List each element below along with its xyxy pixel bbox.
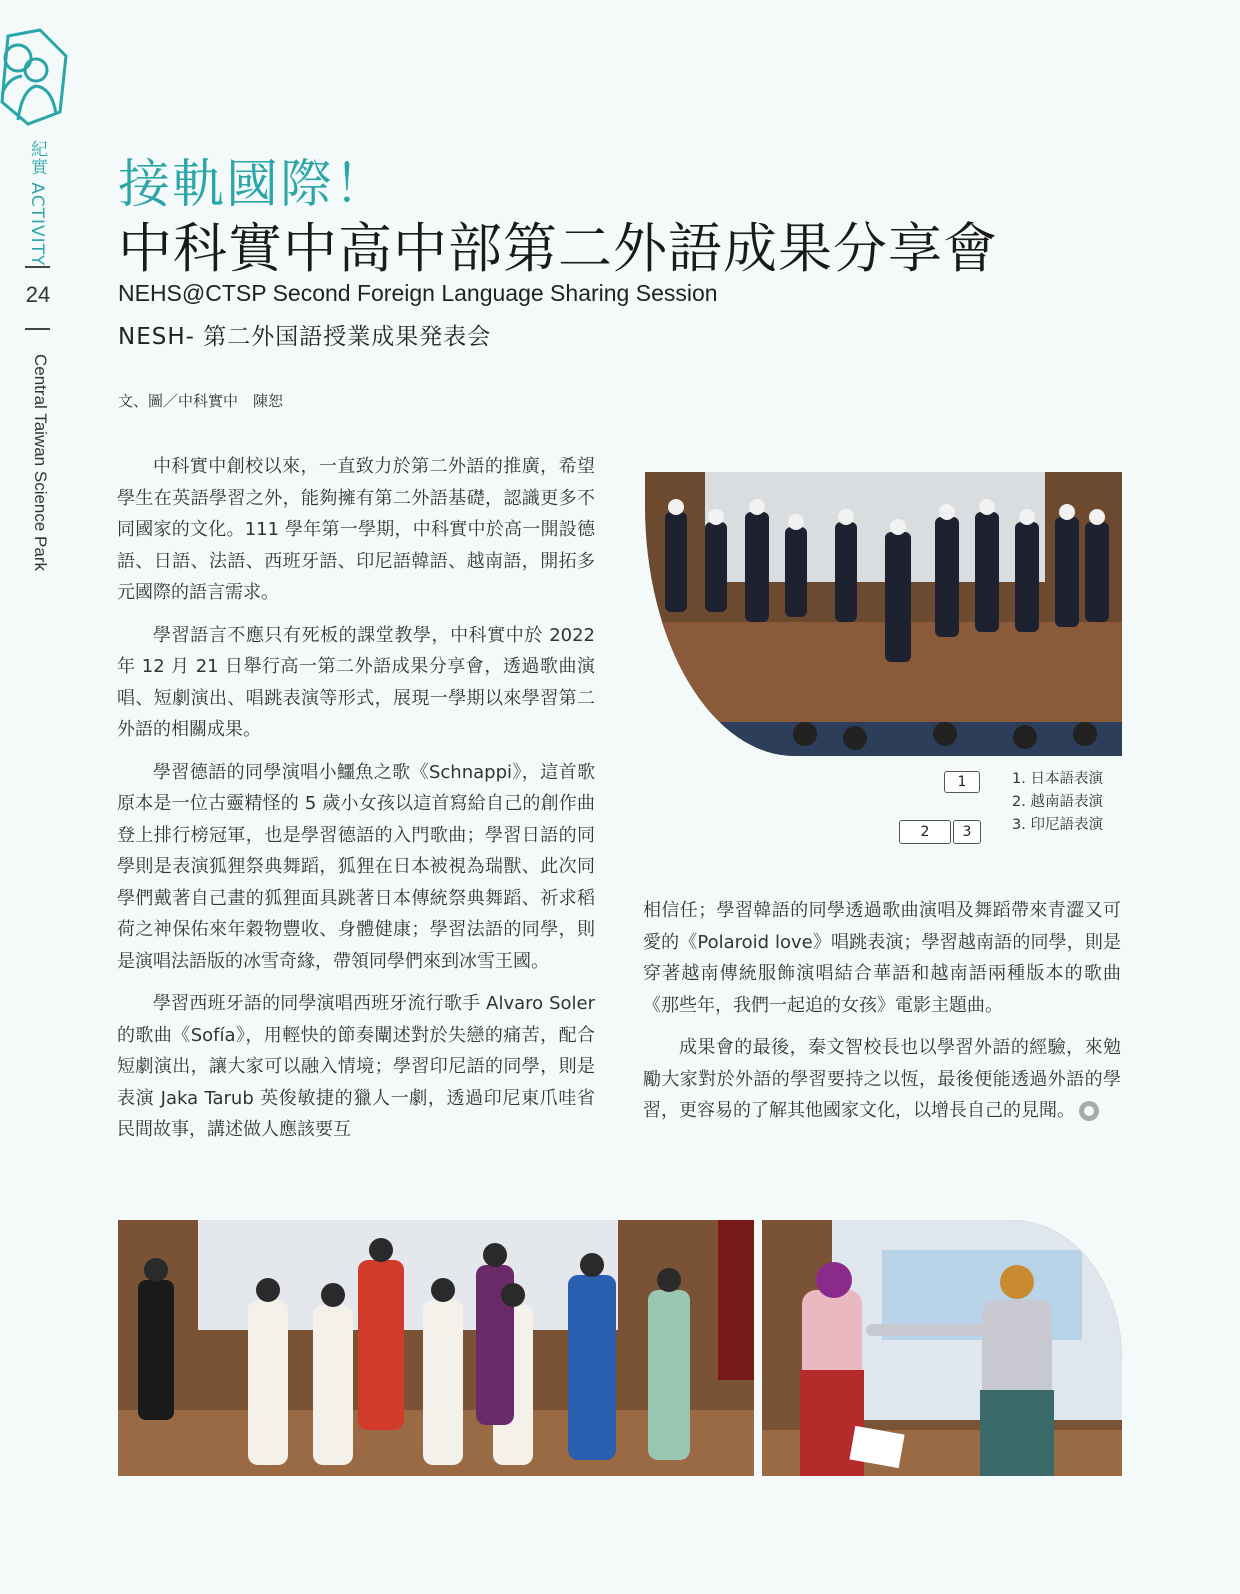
- title-line-2: 中科實中高中部第二外語成果分享會: [118, 217, 998, 280]
- subtitle-english: NEHS@CTSP Second Foreign Language Sharing Session: [118, 280, 718, 306]
- paragraph: 學習德語的同學演唱小鱷魚之歌《Schnappi》，這首歌原本是一位古靈精怪的 5 歲小女孩以這首寫給自己的創作曲登上排行榜冠軍，也是學習德語的入門歌曲；學習日語的同學則是表演狐狸祭典舞蹈，狐狸在日本被視為瑞獸、此次同學們戴著自己畫的狐狸面具跳著日本傳統祭典舞蹈、祈求稻荷之神保佑來年穀物豐收、身體健康；學習法語的同學，則是演唱法語版的冰雪奇緣，帶領同學們來到冰雪王國。: [117, 761, 595, 972]
- photo-japanese-performance: [645, 472, 1122, 756]
- rail-divider: [25, 266, 50, 268]
- page-number: 24: [25, 282, 51, 307]
- magazine-logo-icon: [0, 28, 70, 128]
- end-mark-icon: [1079, 1101, 1099, 1121]
- caption-list: [1012, 768, 1103, 837]
- paragraph: 學習語言不應只有死板的課堂教學，中科實中於 2022 年 12 月 21 日舉行高一第二外語成果分享會，透過歌曲演唱、短劇演出、唱跳表演等形式，展現一學期以來學習第二外語的相關成果。: [117, 624, 595, 740]
- title-line-1: 接軌國際！: [118, 155, 389, 215]
- park-name: Central Taiwan Science Park: [31, 354, 50, 572]
- caption-box-2: 2: [899, 820, 951, 844]
- photo-vietnamese-image: [118, 1220, 754, 1476]
- rail-divider: [25, 328, 50, 330]
- section-category: 紀實 ACTIVITY: [27, 140, 47, 267]
- paragraph: [643, 1032, 1121, 1127]
- photo-vietnamese-performance: [118, 1220, 754, 1476]
- caption-box-3: 3: [953, 820, 981, 844]
- paragraph: 相信任；學習韓語的同學透過歌曲演唱及舞蹈帶來青澀又可愛的《Polaroid love》唱跳表演；學習越南語的同學，則是穿著越南傳統服飾演唱結合華語和越南語兩種版本的歌曲《那些年，我們一起追的女孩》電影主題曲。: [643, 900, 1121, 1016]
- paragraph: 中科實中創校以來，一直致力於第二外語的推廣，希望學生在英語學習之外，能夠擁有第二外語基礎，認識更多不同國家的文化。111 學年第一學期，中科實中於高一開設德語、日語、法語、西班牙語、印尼語韓語、越南語，開拓多元國際的語言需求。: [117, 456, 595, 603]
- paragraph-text: 成果會的最後，秦文智校長也以學習外語的經驗，來勉勵大家對於外語的學習要持之以恆，最後便能透過外語的學習，更容易的了解其他國家文化，以增長自己的見聞。: [643, 1037, 1121, 1121]
- caption-box-1: 1: [944, 771, 980, 793]
- caption-item: 3. 印尼語表演: [1012, 817, 1103, 833]
- paragraph: 學習西班牙語的同學演唱西班牙流行歌手 Alvaro Soler 的歌曲《Sofía》，用輕快的節奏闡述對於失戀的痛苦，配合短劇演出，讓大家可以融入情境；學習印尼語的同學，則是表演 Jaka Tarub 英俊敏捷的獵人一劇，透過印尼東爪哇省民間故事，講述做人應該要互: [117, 993, 595, 1140]
- article-column-left: [117, 451, 595, 1157]
- photo-indonesian-performance: [762, 1220, 1122, 1476]
- caption-item: 1. 日本語表演: [1012, 771, 1103, 787]
- photo-japanese-image: [645, 472, 1122, 756]
- byline: 文、圖／中科實中 陳恕: [118, 392, 284, 410]
- article-column-right: [643, 895, 1121, 1138]
- caption-item: 2. 越南語表演: [1012, 794, 1103, 810]
- photo-indonesian-image: [762, 1220, 1122, 1476]
- subtitle-japanese: NESH- 第二外国語授業成果発表会: [118, 324, 492, 350]
